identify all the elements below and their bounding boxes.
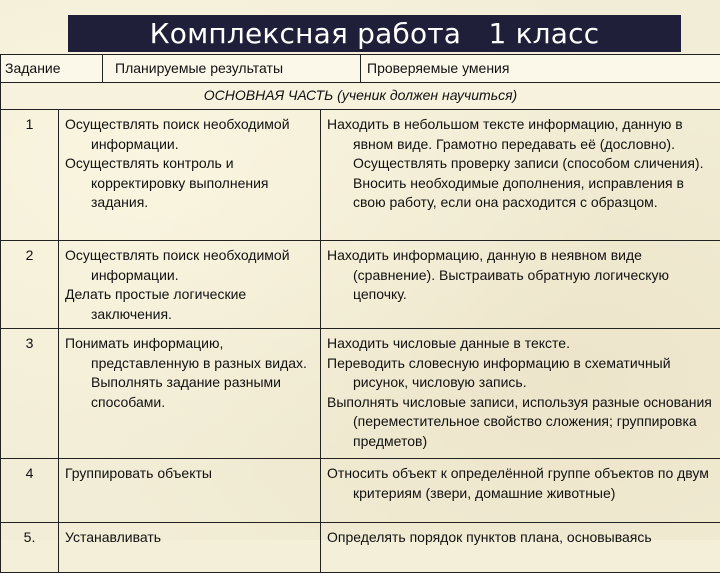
header-checked-skills: Проверяемые умения [361,55,720,83]
result-line: Группировать объекты [65,464,316,484]
skill-line: Определять порядок пунктов плана, основываясь [327,528,716,548]
header-planned-results: Планируемые результаты [103,55,361,83]
planned-results-cell [59,329,321,459]
result-line: Осуществлять поиск необходимой информации. [65,115,316,154]
checked-skills-cell [321,110,720,241]
planned-results-cell [59,459,321,523]
section-row [1,83,720,110]
table-header-row [1,55,720,83]
skill-line: Находить в небольшом тексте информацию, данную в явном виде. Грамотно передавать её (дословно). Осуществлять проверку записи (способом сличения). Вносить необходимые дополнения, исправления в свою работу, если она расходится с образцом. [327,115,716,213]
table-row [1,241,720,329]
checked-skills-cell [321,329,720,459]
table-row [1,110,720,241]
skills-table [0,54,720,573]
planned-results-cell [59,110,321,241]
slide-title [68,15,681,52]
table-row [1,459,720,523]
planned-results-cell [59,241,321,329]
section-label: ОСНОВНАЯ ЧАСТЬ (ученик должен научиться) [1,83,720,110]
header-task: Задание [1,55,103,83]
skill-line: Находить информацию, данную в неявном виде (сравнение). Выстраивать обратную логическую цепочку. [327,246,716,305]
result-line: Осуществлять контроль и корректировку выполнения задания. [65,154,316,213]
task-number: 1 [1,110,59,241]
checked-skills-cell [321,523,720,573]
planned-results-cell [59,523,321,573]
table-row [1,329,720,459]
result-line: Устанавливать [65,528,316,548]
skill-line: Относить объект к определённой группе объектов по двум критериям (звери, домашние животные) [327,464,716,503]
task-number: 3 [1,329,59,459]
task-number: 2 [1,241,59,329]
checked-skills-cell [321,241,720,329]
table-row [1,523,720,573]
checked-skills-cell [321,459,720,523]
result-line: Понимать информацию, представленную в разных видах. Выполнять задание разными способами. [65,334,316,412]
skill-line: Находить числовые данные в тексте. [327,334,716,354]
skill-line: Выполнять числовые записи, используя разные основания (переместительное свойство сложения; группировка предметов) [327,393,716,452]
result-line: Делать простые логические заключения. [65,285,316,324]
skill-line: Переводить словесную информацию в схематичный рисунок, числовую запись. [327,354,716,393]
task-number: 4 [1,459,59,523]
result-line: Осуществлять поиск необходимой информации. [65,246,316,285]
slide-title-text: Комплексная работа 1 класс [150,17,600,50]
task-number: 5. [1,523,59,573]
